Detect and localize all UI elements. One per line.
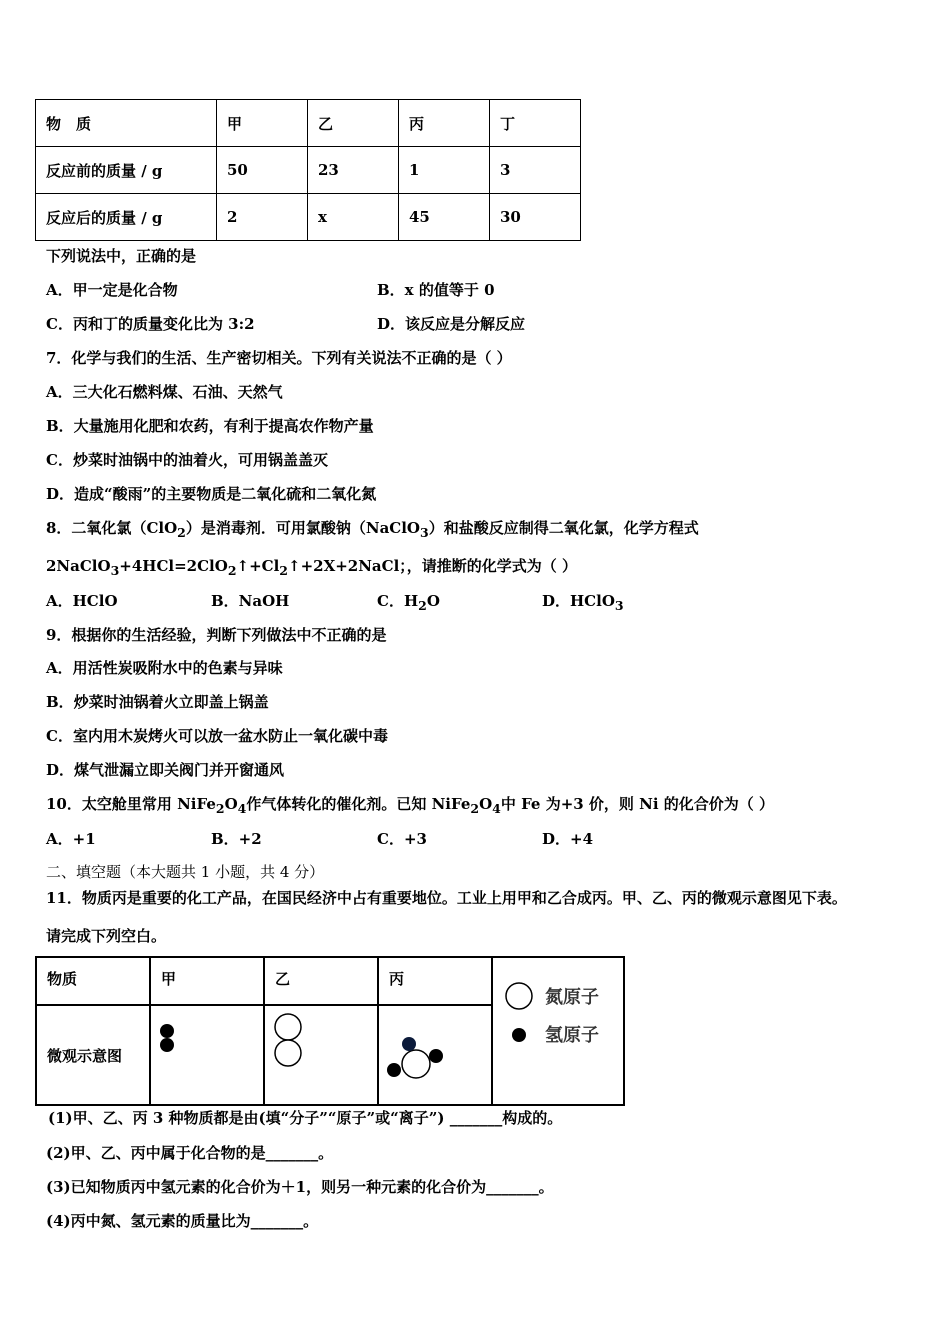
q11-stem-line2: 请完成下列空白。 (46, 927, 167, 945)
table-cell: 微观示意图 (36, 1005, 150, 1105)
table-cell: 甲 (217, 100, 308, 147)
q9-option-c: C．室内用木炭烤火可以放一盆水防止一氧化碳中毒 (46, 727, 388, 745)
q8-stem-part: ）和盐酸反应制得二氧化氯，化学方程式 (428, 519, 699, 537)
table-cell: 反应前的质量 / g (36, 147, 217, 194)
table-cell: 乙 (264, 957, 378, 1005)
q7-option-c: C．炒菜时油锅中的油着火，可用锅盖盖灭 (46, 451, 328, 469)
hydrogen-atom-icon (387, 1063, 401, 1077)
q9-option-d: D．煤气泄漏立即关阀门并开窗通风 (46, 761, 285, 779)
table-cell: 丙 (399, 100, 490, 147)
legend-cell (492, 957, 624, 1105)
table-cell: 30 (490, 194, 581, 241)
table-cell: 反应后的质量 / g (36, 194, 217, 241)
q10-option-c: C．+3 (377, 830, 427, 848)
subscript: 4 (492, 801, 501, 816)
q7-option-d: D．造成“酸雨”的主要物质是二氧化硫和二氧化氮 (46, 485, 377, 503)
table-cell: 2 (217, 194, 308, 241)
table-cell: 物 质 (36, 100, 217, 147)
q8-option-b: B．NaOH (211, 592, 290, 610)
nitrogen-atom-icon (402, 1050, 430, 1078)
nitrogen-atom-icon (275, 1014, 301, 1040)
q10-option-a: A．+1 (46, 830, 96, 848)
option-part: O (426, 592, 440, 610)
table-cell: 物质 (36, 957, 150, 1005)
q11-part-3: (3)已知物质丙中氢元素的化合价为＋1，则另一种元素的化合价为_______。 (46, 1178, 554, 1196)
table-cell: 1 (399, 147, 490, 194)
table-cell: x (308, 194, 399, 241)
mass-table (35, 99, 581, 241)
diagram-cell-bing (378, 1005, 492, 1105)
q10-stem-part: 作气体转化的催化剂。已知 NiFe (246, 795, 471, 813)
q6-option-d: D．该反应是分解反应 (377, 315, 526, 333)
table-cell: 45 (399, 194, 490, 241)
q7-option-a: A．三大化石燃料煤、石油、天然气 (46, 383, 283, 401)
table-cell: 3 (490, 147, 581, 194)
q8-option-c (377, 591, 440, 616)
table-row (36, 194, 581, 241)
subscript: 2 (418, 598, 427, 613)
legend-label-nitrogen: 氮原子 (545, 987, 599, 1008)
q6-option-c: C．丙和丁的质量变化比为 3:2 (46, 315, 255, 333)
q8-option-d (542, 591, 624, 616)
q7-stem: 7．化学与我们的生活、生产密切相关。下列有关说法不正确的是（ ） (46, 349, 512, 367)
table-cell: 乙 (308, 100, 399, 147)
table-row (36, 147, 581, 194)
option-part: D．HClO (542, 592, 615, 610)
q11-part-4: (4)丙中氮、氢元素的质量比为_______。 (46, 1212, 319, 1230)
table-header-row (36, 100, 581, 147)
hydrogen-atom-icon (402, 1037, 416, 1051)
q10-stem-part: 中 Fe 为+3 价，则 Ni 的化合价为（ ） (500, 795, 774, 813)
table-cell: 甲 (150, 957, 264, 1005)
q6-prompt: 下列说法中，正确的是 (46, 247, 197, 265)
q8-equation (46, 556, 577, 581)
hydrogen-atom-icon (429, 1049, 443, 1063)
q9-option-a: A．用活性炭吸附水中的色素与异味 (46, 659, 283, 677)
table-cell: 23 (308, 147, 399, 194)
ammonia-molecule-diagram (379, 1006, 491, 1104)
nitrogen-atom-icon (275, 1040, 301, 1066)
nitrogen-molecule-diagram (265, 1006, 377, 1104)
subscript: 3 (420, 525, 429, 540)
hydrogen-molecule-diagram (151, 1006, 263, 1104)
subscript: 3 (614, 598, 624, 613)
q6-option-b: B．x 的值等于 0 (377, 281, 495, 299)
option-part: C．H (377, 592, 419, 610)
equation-part: ↑+Cl (236, 557, 280, 575)
q10-option-b: B．+2 (211, 830, 262, 848)
q6-option-a: A．甲一定是化合物 (46, 281, 178, 299)
table-cell: 丙 (378, 957, 492, 1005)
q11-stem-line1: 11．物质丙是重要的化工产品，在国民经济中占有重要地位。工业上用甲和乙合成丙。甲、乙、丙的微观示意图见下表。 (46, 889, 847, 907)
table-cell: 50 (217, 147, 308, 194)
subscript: 4 (237, 801, 247, 816)
subscript: 2 (470, 801, 480, 816)
table-cell: 丁 (490, 100, 581, 147)
hydrogen-atom-icon (160, 1024, 174, 1038)
equation-part: ↑+2X+2NaCl；，请推断的化学式为（ ） (288, 557, 578, 575)
q9-stem: 9．根据你的生活经验，判断下列做法中不正确的是 (46, 626, 387, 644)
equation-part: 2NaClO (46, 557, 111, 575)
q8-stem-part: 8．二氧化氯（ClO (46, 519, 178, 537)
subscript: 2 (177, 525, 186, 540)
subscript: 2 (279, 563, 288, 578)
diagram-cell-yi (264, 1005, 378, 1105)
section-heading: 二、填空题（本大题共 1 小题，共 4 分） (46, 863, 325, 881)
subscript: 2 (227, 563, 237, 578)
q10-option-d: D．+4 (542, 830, 594, 848)
q9-option-b: B．炒菜时油锅着火立即盖上锅盖 (46, 693, 269, 711)
q10-stem (46, 794, 774, 819)
legend-diagram (493, 958, 623, 1102)
q11-part-1: (1)甲、乙、丙 3 种物质都是由(填“分子”“原子”或“离子”) _______构成的。 (48, 1109, 563, 1127)
q8-stem-part: ）是消毒剂．可用氯酸钠（NaClO (185, 519, 420, 537)
table-header-row (36, 957, 624, 1005)
q7-option-b: B．大量施用化肥和农药，有利于提高农作物产量 (46, 417, 374, 435)
diagram-cell-jia (150, 1005, 264, 1105)
q10-stem-part: O (224, 795, 238, 813)
q10-stem-part: 10．太空舱里常用 NiFe (46, 795, 216, 813)
q10-stem-part: O (479, 795, 493, 813)
subscript: 3 (110, 563, 120, 578)
q8-stem (46, 518, 699, 543)
equation-part: +4HCl=2ClO (119, 557, 228, 575)
legend-label-hydrogen: 氢原子 (545, 1025, 599, 1046)
hydrogen-atom-icon (160, 1038, 174, 1052)
nitrogen-atom-icon (506, 983, 532, 1009)
q11-part-2: (2)甲、乙、丙中属于化合物的是_______。 (46, 1144, 334, 1162)
subscript: 2 (215, 801, 225, 816)
q8-option-a: A．HClO (46, 592, 118, 610)
micro-diagram-table (35, 956, 625, 1106)
hydrogen-atom-icon (512, 1028, 526, 1042)
